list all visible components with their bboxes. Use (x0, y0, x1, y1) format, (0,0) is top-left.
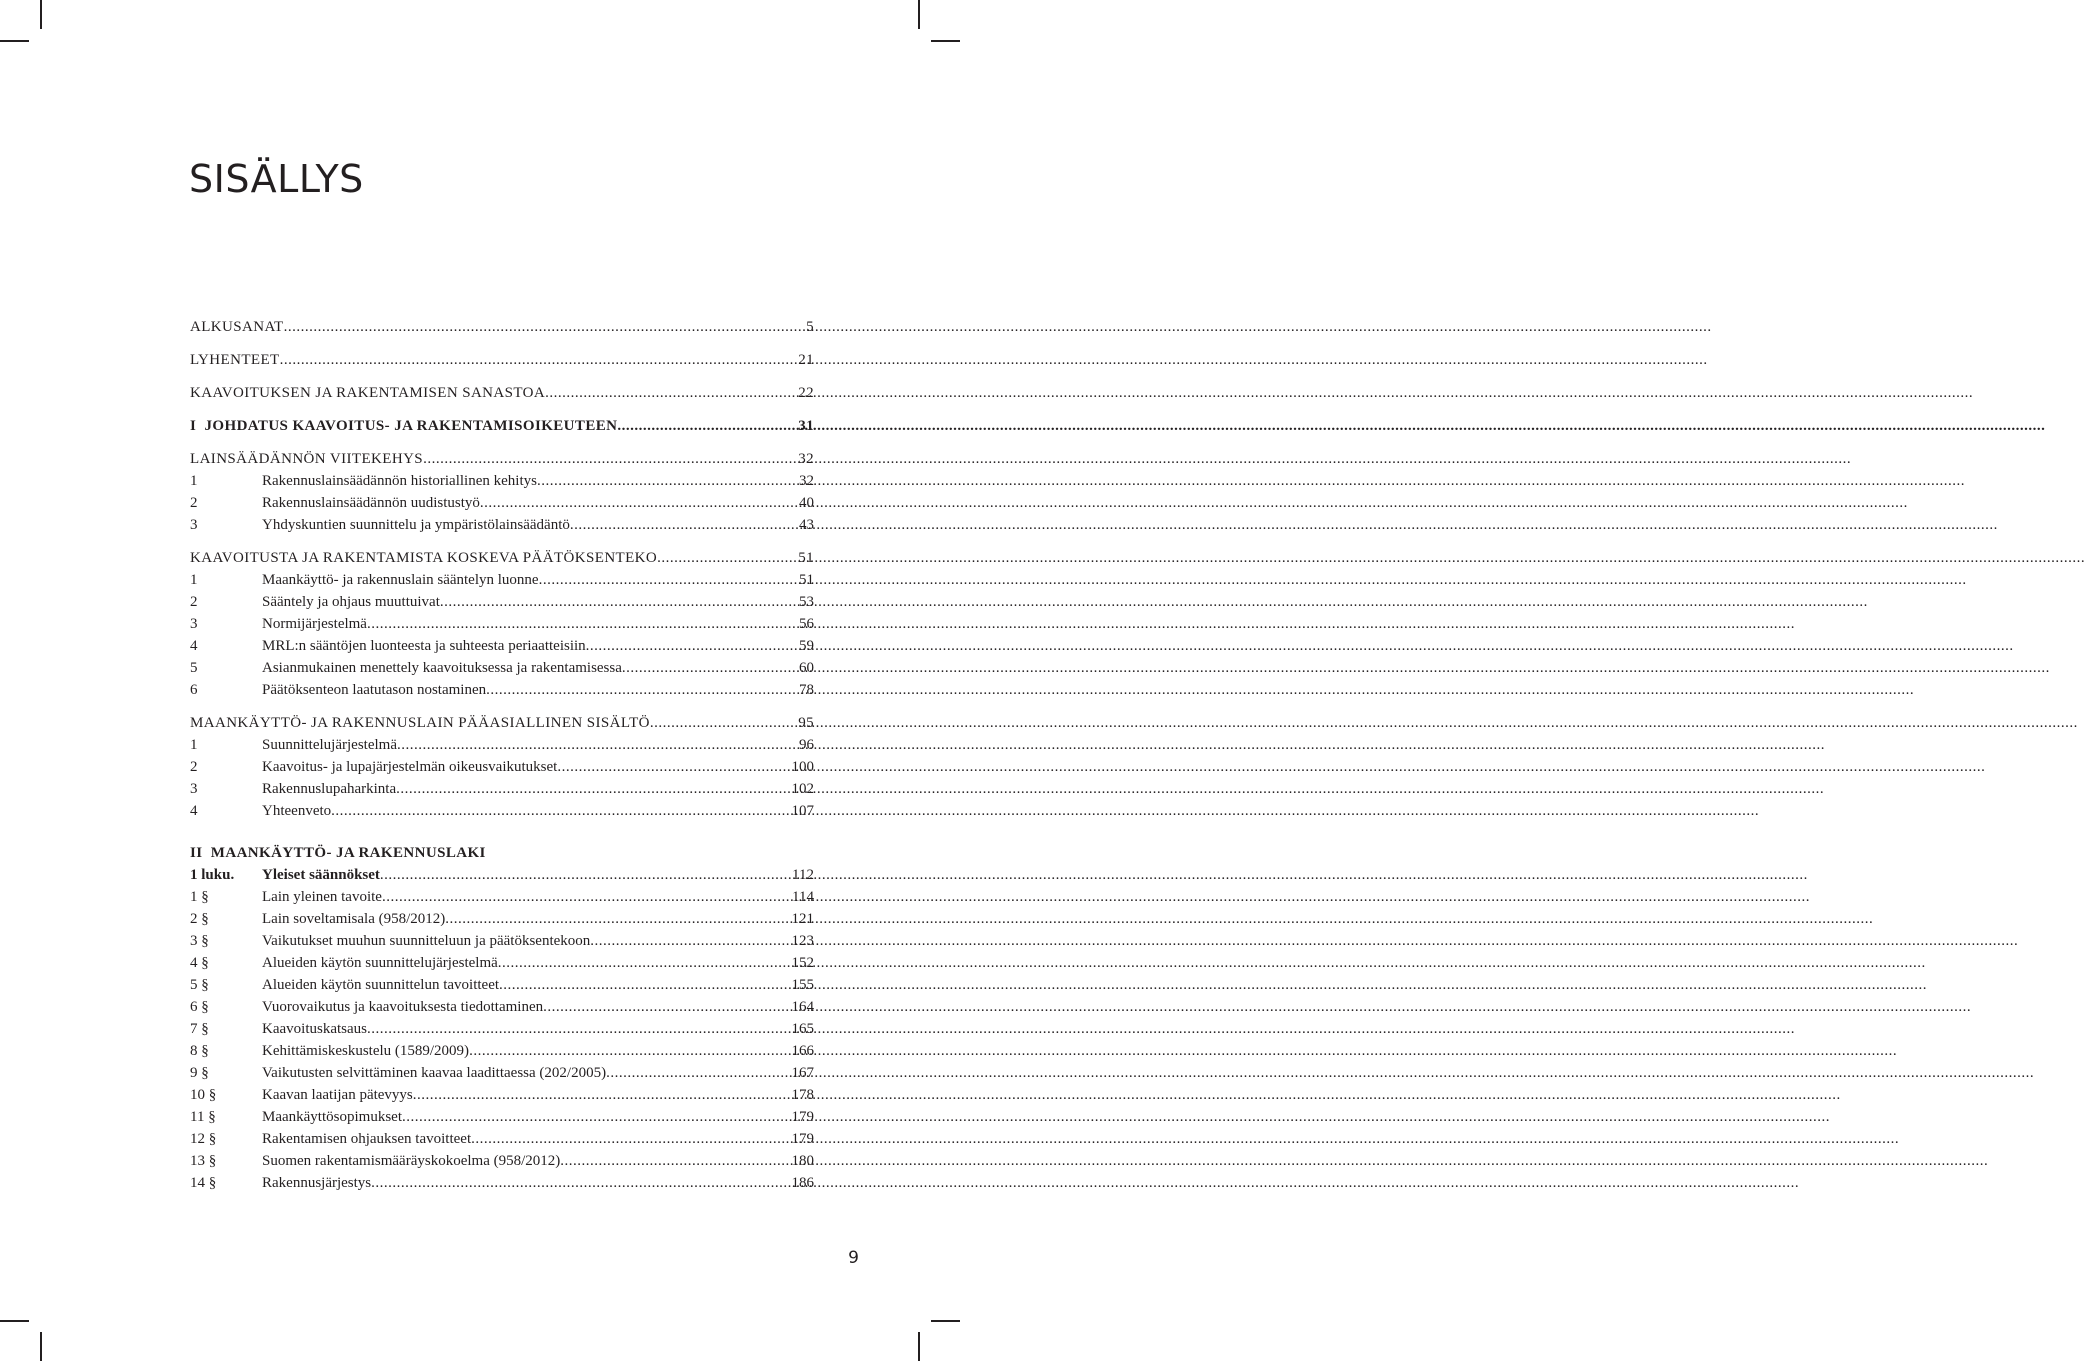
toc-entry-leader (371, 1172, 790, 1194)
toc-entry-leader (543, 996, 790, 1018)
toc-entry-leader (545, 382, 797, 404)
toc-entry-leader (367, 1018, 791, 1040)
toc-entry-number: 1 § (190, 889, 209, 905)
toc-entry-page: 114 (792, 889, 814, 905)
toc-entry (190, 974, 814, 996)
toc-entry-leader (590, 930, 790, 952)
toc-entry-number: 3 (190, 517, 198, 533)
toc-entry-leader (539, 569, 798, 591)
toc-entry-number: 3 (190, 781, 198, 797)
toc-entry-page: 78 (799, 682, 814, 698)
toc-entry-page: 60 (799, 660, 814, 676)
toc-entry (190, 1062, 814, 1084)
toc-entry-leader (367, 613, 798, 635)
toc-entry-number: 9 § (190, 1065, 209, 1081)
toc-entry-title: Alueiden käytön suunnittelun tavoitteet (262, 977, 500, 993)
toc-entry (190, 470, 814, 492)
toc-entry-page: 31 (798, 418, 814, 434)
toc-entry-title: Maankäyttösopimukset (262, 1109, 402, 1125)
toc-entry-title: Suunnittelujärjestelmä (262, 737, 397, 753)
toc-entry-title: ALKUSANAT (190, 319, 284, 335)
toc-entry-leader (486, 679, 798, 701)
toc-entry (190, 492, 814, 514)
toc-entry-title: Asianmukainen menettely kaavoituksessa ja rakentamisessa (262, 660, 622, 676)
toc-entry-leader (617, 415, 797, 437)
toc-entry-page: 21 (798, 352, 814, 368)
toc-entry-page: 121 (791, 911, 814, 927)
toc-entry-leader (650, 712, 797, 734)
toc-entry-page: 164 (791, 999, 814, 1015)
toc-entry-page: 59 (799, 638, 814, 654)
toc-entry-title: LYHENTEET (190, 352, 280, 368)
toc-entry-title: Suomen rakentamismääräyskokoelma (958/2012) (262, 1153, 561, 1169)
toc-entry-number: 14 § (190, 1175, 217, 1191)
toc-entry-title: II MAANKÄYTTÖ- JA RAKENNUSLAKI (190, 845, 486, 861)
toc-entry (190, 657, 814, 679)
toc-entry-number: 1 (190, 572, 198, 588)
toc-entry (190, 349, 814, 371)
toc-entry-page: 155 (791, 977, 814, 993)
crop-mark-top-right (918, 0, 920, 29)
toc-entry-number: 5 § (190, 977, 209, 993)
toc-entry-page: 179 (791, 1131, 814, 1147)
toc-entry (190, 569, 814, 591)
toc-entry-title: MAANKÄYTTÖ- JA RAKENNUSLAIN PÄÄASIALLINEN SISÄLTÖ (190, 715, 650, 731)
toc-entry-title: Normijärjestelmä (262, 616, 367, 632)
toc-entry-number: 4 (190, 638, 198, 654)
toc-entry-title: Yhteenveto (262, 803, 332, 819)
toc-entry-number: 6 (190, 682, 198, 698)
toc-entry-number: 3 (190, 616, 198, 632)
toc-entry-page: 166 (791, 1043, 814, 1059)
toc-entry-page: 56 (799, 616, 814, 632)
toc-entry (190, 996, 814, 1018)
toc-entry-title: Kehittämiskeskustelu (1589/2009) (262, 1043, 470, 1059)
toc-entry-title: Rakennuslainsäädännön uudistustyö (262, 495, 480, 511)
toc-entry-leader (284, 316, 805, 338)
page-number: 9 (848, 1248, 859, 1268)
toc-entry (190, 1172, 814, 1194)
toc-entry (190, 382, 814, 404)
toc-entry-number: 12 § (190, 1131, 217, 1147)
toc-entry (190, 591, 814, 613)
toc-entry-page: 51 (799, 572, 814, 588)
toc-entry-title: Rakennusjärjestys (262, 1175, 372, 1191)
toc-entry (190, 930, 814, 952)
toc-entry (190, 800, 814, 822)
toc-entry-leader (280, 349, 798, 371)
toc-entry-number: 4 § (190, 955, 209, 971)
crop-mark-bottom-left (40, 1332, 42, 1361)
toc-entry-title: Päätöksenteon laatutason nostaminen (262, 682, 487, 698)
toc-entry (190, 842, 814, 864)
crop-mark-top-left-h (0, 40, 29, 42)
toc-entry-leader (622, 657, 798, 679)
toc-entry-leader (657, 547, 797, 569)
toc-entry-number: 2 § (190, 911, 209, 927)
toc-entry-number: 2 (190, 594, 198, 610)
toc-entry (190, 1106, 814, 1128)
toc-entry-title: Rakentamisen ohjauksen tavoitteet (262, 1131, 472, 1147)
toc-entry (190, 778, 814, 800)
toc-entry-title: LAINSÄÄDÄNNÖN VIITEKEHYS (190, 451, 424, 467)
toc-entry (190, 712, 814, 734)
crop-mark-bottom-right (918, 1332, 920, 1361)
page-title: SISÄLLYS (189, 157, 364, 201)
toc-entry-page: 95 (798, 715, 814, 731)
toc-entry-leader (402, 1106, 791, 1128)
toc-entry (190, 734, 814, 756)
toc-entry (190, 1084, 814, 1106)
toc-entry-number: 7 § (190, 1021, 209, 1037)
toc-entry-page: 178 (791, 1087, 814, 1103)
toc-entry-title: Vuorovaikutus ja kaavoituksesta tiedottaminen (262, 999, 544, 1015)
toc-entry-leader (560, 1150, 790, 1172)
toc-entry-leader (382, 886, 791, 908)
toc-entry-leader (471, 1128, 790, 1150)
toc-entry-page: 51 (798, 550, 814, 566)
toc-entry-title: Rakennuslupaharkinta (262, 781, 397, 797)
toc-entry (190, 908, 814, 930)
toc-entry (190, 1018, 814, 1040)
toc-entry (190, 448, 814, 470)
toc-entry-number: 5 (190, 660, 198, 676)
toc-entry-page: 40 (799, 495, 814, 511)
toc-entry-title: Yhdyskuntien suunnittelu ja ympäristölainsäädäntö (262, 517, 570, 533)
table-of-contents (190, 316, 814, 1194)
toc-entry-page: 123 (791, 933, 814, 949)
toc-entry-page: 180 (791, 1153, 814, 1169)
toc-entry (190, 952, 814, 974)
toc-entry-leader (480, 492, 798, 514)
toc-entry-title: I JOHDATUS KAAVOITUS- JA RAKENTAMISOIKEUTEEN (190, 418, 618, 434)
toc-entry-leader (557, 756, 790, 778)
toc-entry-title: Kaavoituskatsaus (262, 1021, 367, 1037)
toc-entry (190, 316, 814, 338)
toc-entry-number: 1 (190, 473, 198, 489)
toc-entry-number: 3 § (190, 933, 209, 949)
toc-entry (190, 415, 814, 437)
toc-entry-title: Yleiset säännökset (262, 867, 380, 883)
toc-entry-title: KAAVOITUKSEN JA RAKENTAMISEN SANASTOA (190, 385, 546, 401)
toc-entry-leader (469, 1040, 790, 1062)
toc-entry (190, 864, 814, 886)
toc-entry (190, 756, 814, 778)
toc-entry-page: 100 (791, 759, 814, 775)
toc-entry-page: 53 (799, 594, 814, 610)
toc-entry-leader (413, 1084, 791, 1106)
toc-entry-number: 1 luku. (190, 867, 235, 883)
toc-entry-page: 179 (791, 1109, 814, 1125)
toc-entry-leader (380, 864, 791, 886)
toc-entry-page: 186 (791, 1175, 814, 1191)
toc-entry-page: 32 (798, 451, 814, 467)
toc-entry-leader (440, 591, 798, 613)
toc-entry-number: 13 § (190, 1153, 217, 1169)
toc-entry-number: 2 (190, 759, 198, 775)
toc-entry (190, 679, 814, 701)
toc-entry-page: 167 (791, 1065, 814, 1081)
toc-entry-number: 2 (190, 495, 198, 511)
toc-entry-number: 11 § (190, 1109, 216, 1125)
toc-entry-page: 107 (791, 803, 814, 819)
toc-entry-leader (570, 514, 798, 536)
toc-entry-title: Sääntely ja ohjaus muuttuivat (262, 594, 440, 610)
toc-entry-title: Maankäyttö- ja rakennuslain sääntelyn luonne (262, 572, 539, 588)
toc-entry-page: 43 (799, 517, 814, 533)
toc-entry (190, 1128, 814, 1150)
toc-entry-page: 102 (791, 781, 814, 797)
toc-entry-leader (537, 470, 798, 492)
crop-mark-bottom-left-h (0, 1320, 29, 1322)
toc-entry-page: 32 (799, 473, 814, 489)
toc-entry-title: MRL:n sääntöjen luonteesta ja suhteesta periaatteisiin (262, 638, 586, 654)
toc-entry-leader (586, 635, 798, 657)
toc-entry-leader (445, 908, 790, 930)
toc-entry-number: 10 § (190, 1087, 217, 1103)
toc-entry (190, 635, 814, 657)
toc-entry-title: Alueiden käytön suunnittelujärjestelmä (262, 955, 498, 971)
toc-entry (190, 547, 814, 569)
toc-entry-title: Rakennuslainsäädännön historiallinen kehitys (262, 473, 537, 489)
toc-entry-leader (606, 1062, 790, 1084)
toc-entry (190, 1150, 814, 1172)
toc-entry-title: Vaikutusten selvittäminen kaavaa laadittaessa (202/2005) (262, 1065, 607, 1081)
toc-entry-leader (423, 448, 797, 470)
toc-entry-page: 152 (791, 955, 814, 971)
toc-entry-title: Lain soveltamisala (958/2012) (262, 911, 446, 927)
toc-entry (190, 1040, 814, 1062)
toc-entry-page: 96 (799, 737, 814, 753)
toc-entry (190, 514, 814, 536)
toc-entry-leader (397, 734, 798, 756)
crop-mark-top-left (40, 0, 42, 29)
toc-entry-page: 112 (792, 867, 814, 883)
crop-mark-bottom-right-h (931, 1320, 960, 1322)
toc-entry-title: Lain yleinen tavoite (262, 889, 382, 905)
toc-entry-leader (498, 952, 791, 974)
toc-entry-number: 8 § (190, 1043, 209, 1059)
toc-entry-page: 165 (791, 1021, 814, 1037)
toc-entry-number: 4 (190, 803, 198, 819)
toc-entry-title: Kaavoitus- ja lupajärjestelmän oikeusvaikutukset (262, 759, 558, 775)
toc-entry-page: 22 (798, 385, 814, 401)
toc-entry-leader (331, 800, 790, 822)
toc-entry-title: KAAVOITUSTA JA RAKENTAMISTA KOSKEVA PÄÄTÖKSENTEKO (190, 550, 658, 566)
toc-entry (190, 613, 814, 635)
toc-entry-page: 5 (806, 319, 814, 335)
toc-entry-number: 6 § (190, 999, 209, 1015)
toc-entry-title: Kaavan laatijan pätevyys (262, 1087, 413, 1103)
crop-mark-top-right-h (931, 40, 960, 42)
toc-entry-leader (396, 778, 790, 800)
toc-entry (190, 886, 814, 908)
toc-entry-title: Vaikutukset muuhun suunnitteluun ja päätöksentekoon (262, 933, 591, 949)
toc-entry-number: 1 (190, 737, 198, 753)
toc-entry-leader (499, 974, 790, 996)
